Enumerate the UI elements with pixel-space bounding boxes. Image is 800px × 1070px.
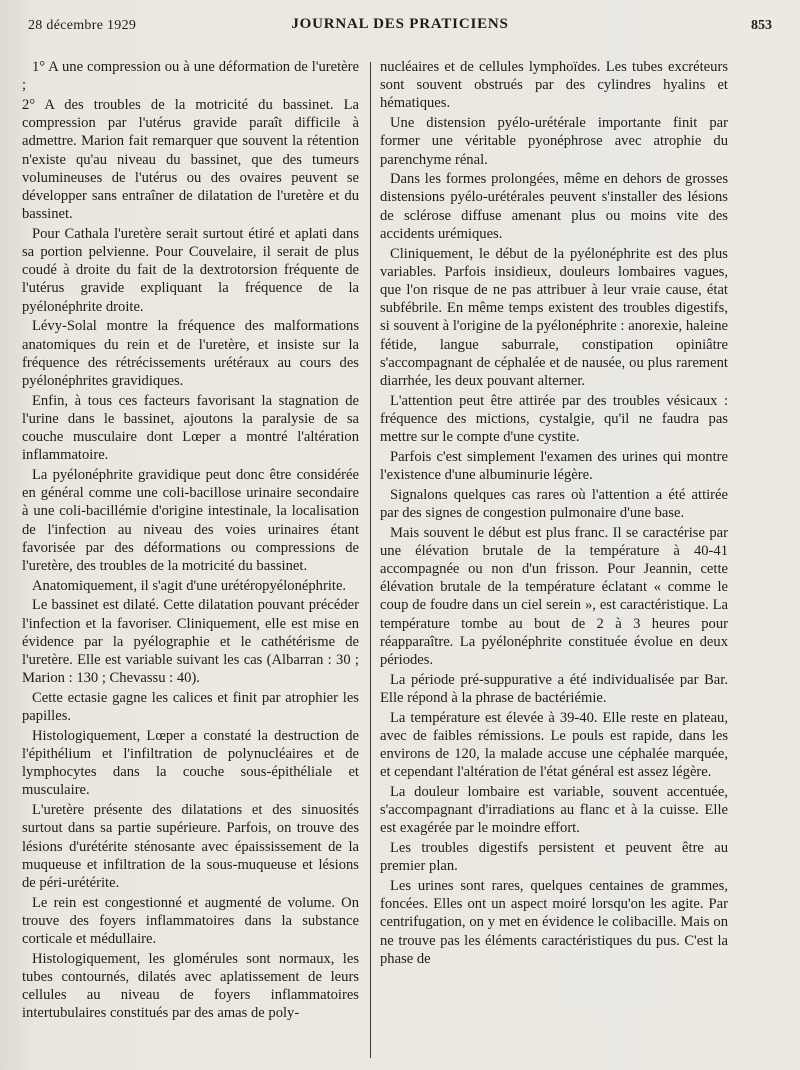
paragraph: 1° A une compression ou à une déformation de l'uretère ; xyxy=(22,59,359,94)
paragraph: Dans les formes prolongées, même en dehors de grosses distensions pyélo-urétérales peuvent s'installer des lésions de sclérose diffuse amenant plus ou moins vite des accidents urémiques. xyxy=(380,171,728,242)
paragraph: 2° A des troubles de la motricité du bassinet. La compression par l'utérus gravide paraît difficile à admettre. Marion fait remarquer que souvent la rétention n'existe qu'au niveau du bassinet, que des tumeurs volumineuses de l'utérus ou des ovaires peuvent se développer sans entraîner de dilatation de l'uretère et du bassinet. xyxy=(22,96,359,223)
paragraph: Cette ectasie gagne les calices et finit par atrophier les papilles. xyxy=(22,689,359,725)
paragraph: Signalons quelques cas rares où l'attention a été attirée par des signes de congestion pulmonaire d'une base. xyxy=(380,486,728,521)
paragraph: nucléaires et de cellules lymphoïdes. Les tubes excréteurs sont souvent obstrués par des cylindres hyalins et hématiques. xyxy=(380,59,728,112)
journal-title: JOURNAL DES PRATICIENS xyxy=(291,16,509,32)
paragraph: Les troubles digestifs persistent et peuvent être au premier plan. xyxy=(380,840,728,875)
paragraph: Une distension pyélo-urétérale importante finit par former une véritable pyonéphrose avec atrophie du parenchyme rénal. xyxy=(380,115,728,168)
paragraph: Pour Cathala l'uretère serait surtout étiré et aplati dans sa portion pelvienne. Pour Couvelaire, il serait de plus coudé à droite du fait de la dextrotorsion fréquente de l'utérus gravide expliquant la fréquence de la pyélonéphrite droite. xyxy=(22,225,359,315)
paragraph: La température est élevée à 39-40. Elle reste en plateau, avec de faibles rémissions. Le pouls est rapide, dans les environs de 120, la malade accuse une céphalée marquée, et cependant l'altération de l'état général est assez légère. xyxy=(380,709,728,781)
running-header xyxy=(28,14,772,40)
paragraph: Les urines sont rares, quelques centaines de grammes, foncées. Elles ont un aspect moiré lorsqu'on les agite. Par centrifugation, on y met en évidence le colibacille. Mais on ne trouve pas les éléments caractéristiques du pus. C'est la phase de xyxy=(380,877,728,967)
paragraph: Mais souvent le début est plus franc. Il se caractérise par une élévation brutale de la température à 40-41 accompagnée ou non d'un frisson. Pour Jeannin, cette élévation brutale de la température éclatant « comme le coup de foudre dans un ciel serein », est caractéristique. La température tombe au bout de 2 à 3 heures pour réapparaître. La pyélonéphrite constituée évolue en deux périodes. xyxy=(380,524,728,668)
paragraph: Anatomiquement, il s'agit d'une urétéropyélonéphrite. xyxy=(32,577,347,594)
paragraph: La pyélonéphrite gravidique peut donc être considérée en général comme une coli-bacillose urinaire secondaire à une coli-bacillémie d'origine intestinale, la localisation de l'infection au niveau des voies urinaires étant favorisée par des déformations ou compressions de l'uretère, des troubles de la motricité du bassinet. xyxy=(22,466,359,574)
paragraph: Le rein est congestionné et augmenté de volume. On trouve des foyers inflammatoires dans la substance corticale et médullaire. xyxy=(22,894,359,948)
paragraph: Histologiquement, les glomérules sont normaux, les tubes contournés, dilatés avec aplatissement de leurs cellules au niveau de foyers inflammatoires intertubulaires constitués par des amas de poly- xyxy=(22,950,359,1022)
paragraph: La douleur lombaire est variable, souvent accentuée, s'accompagnant d'irradiations au flanc et à la cuisse. Elle est exagérée par le moindre effort. xyxy=(380,783,728,837)
paragraph: Histologiquement, Lœper a constaté la destruction de l'épithélium et l'infiltration de polynucléaires et de lymphocytes dans la couche sous-épithéliale et musculaire. xyxy=(22,727,359,799)
paragraph: L'attention peut être attirée par des troubles vésicaux : fréquence des mictions, cystalgie, qu'il ne faudra pas mettre sur le compte d'une cystite. xyxy=(380,392,728,446)
left-column xyxy=(22,58,359,1024)
right-column xyxy=(380,58,728,969)
paragraph: La période pré-suppurative a été individualisée par Bar. Elle répond à la phrase de bactériémie. xyxy=(380,671,728,706)
header-date: 28 décembre 1929 xyxy=(28,18,137,33)
paragraph: Enfin, à tous ces facteurs favorisant la stagnation de l'urine dans le bassinet, ajoutons la paralysie de sa couche musculaire dont Lœper a montré l'altération inflammatoire. xyxy=(22,392,359,464)
paragraph: Lévy-Solal montre la fréquence des malformations anatomiques du rein et de l'uretère, et insiste sur la fréquence des rétrécissements urétéraux au cours des pyélonéphrites gravidiques. xyxy=(22,318,359,389)
paragraph: Cliniquement, le début de la pyélonéphrite est des plus variables. Parfois insidieux, douleurs lombaires vagues, que l'on risque de ne pas attribuer à leur vraie cause, état subfébrile. En même temps existent des troubles digestifs, si souvent à l'origine de la pyélonéphrite : anorexie, haleine fétide, langue saburrale, constipation opiniâtre s'accompagnant de céphalée et de nausée, ou plus rarement diarrhée, les deux pouvant alterner. xyxy=(380,245,728,389)
paragraph: Le bassinet est dilaté. Cette dilatation pouvant précéder l'infection et la favoriser. Cliniquement, elle est mise en évidence par la pyélographie et le cathétérisme de l'uretère. Elle est variable suivant les cas (Albarran : 30 ; Marion : 130 ; Chevassu : 40). xyxy=(22,597,359,687)
column-divider xyxy=(370,62,371,1058)
page-number: 853 xyxy=(751,18,772,33)
paragraph: L'uretère présente des dilatations et des sinuosités surtout dans sa partie supérieure. Parfois, on trouve des lésions d'urétérite sténosante avec épaississement de la muqueuse et infiltration de la sous-muqueuse et lésions de péri-urétérite. xyxy=(22,802,359,891)
paragraph: Parfois c'est simplement l'examen des urines qui montre l'existence d'une albuminurie légère. xyxy=(380,448,728,483)
